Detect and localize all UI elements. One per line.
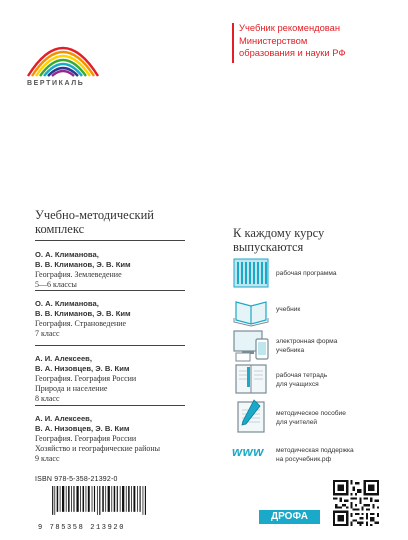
book-title: География. Страноведение (35, 319, 127, 328)
resource-label: методическое пособие (276, 410, 346, 417)
publisher-name: ВЕРТИКАЛЬ (27, 80, 85, 87)
heading-line: Учебно-методический (35, 208, 154, 222)
book-author: О. А. Климанова, (35, 250, 99, 259)
book-title: География. География России (35, 374, 137, 383)
vertical-logo-icon (22, 22, 104, 78)
divider (35, 240, 185, 241)
divider (35, 290, 185, 291)
book-author: В. В. Климанов, Э. В. Ким (35, 260, 131, 269)
book-author: В. А. Низовцев, Э. В. Ким (35, 364, 130, 373)
book-entry (35, 299, 131, 339)
manual-icon (232, 398, 270, 434)
book-subtitle: Хозяйство и географические районы (35, 444, 160, 453)
resource-label: рабочая тетрадь (276, 372, 328, 379)
book-entry (35, 414, 160, 464)
book-title: География. География России (35, 434, 137, 443)
heading-line: комплекс (35, 222, 85, 236)
textbook-icon (232, 292, 270, 328)
drofa-logo: ДРОФА (259, 510, 320, 524)
isbn-text: ISBN 978-5-358-21392-0 (35, 476, 118, 483)
workbook-icon (232, 361, 270, 397)
book-entry (35, 354, 136, 404)
program-icon (232, 255, 270, 291)
resource-label: для учителей (276, 419, 318, 426)
resource-label: учебник (276, 306, 301, 313)
heading-line: К каждому курсу (233, 226, 325, 240)
resource-label: методическая поддержка (276, 447, 354, 454)
recommendation-line: образования и науки РФ (239, 47, 346, 58)
book-author: А. И. Алексеев, (35, 414, 92, 423)
book-title: География. Землеведение (35, 270, 122, 279)
book-author: В. А. Низовцев, Э. В. Ким (35, 424, 130, 433)
book-grade: 8 класс (35, 394, 60, 403)
book-entry (35, 250, 131, 290)
book-grade: 5—6 классы (35, 280, 77, 289)
resource-label: рабочая программа (276, 270, 337, 277)
resource-label: учебника (276, 347, 305, 354)
barcode-icon (35, 486, 165, 524)
recommendation-note (232, 20, 392, 64)
book-author: В. В. Климанов, Э. В. Ким (35, 309, 131, 318)
heading-line: выпускаются (233, 240, 304, 254)
recommendation-line: Министерством (239, 34, 308, 46)
resource-label: для учащихся (276, 381, 319, 388)
divider (35, 345, 185, 346)
resources-heading (233, 226, 324, 254)
resource-label: электронная форма (276, 338, 338, 345)
resource-label: на росучебник.рф (276, 456, 332, 463)
book-grade: 7 класс (35, 329, 60, 338)
divider (35, 405, 185, 406)
recommendation-bar (232, 23, 234, 63)
complex-heading (35, 208, 154, 236)
book-grade: 9 класс (35, 454, 60, 463)
recommendation-line: Учебник рекомендован (239, 22, 341, 33)
book-author: А. И. Алексеев, (35, 354, 92, 363)
www-icon: www (232, 444, 264, 459)
barcode-number: 9 785358 213920 (38, 524, 126, 532)
book-author: О. А. Климанова, (35, 299, 99, 308)
qr-code-icon (333, 480, 379, 526)
devices-icon (232, 327, 270, 363)
book-subtitle: Природа и население (35, 384, 108, 393)
